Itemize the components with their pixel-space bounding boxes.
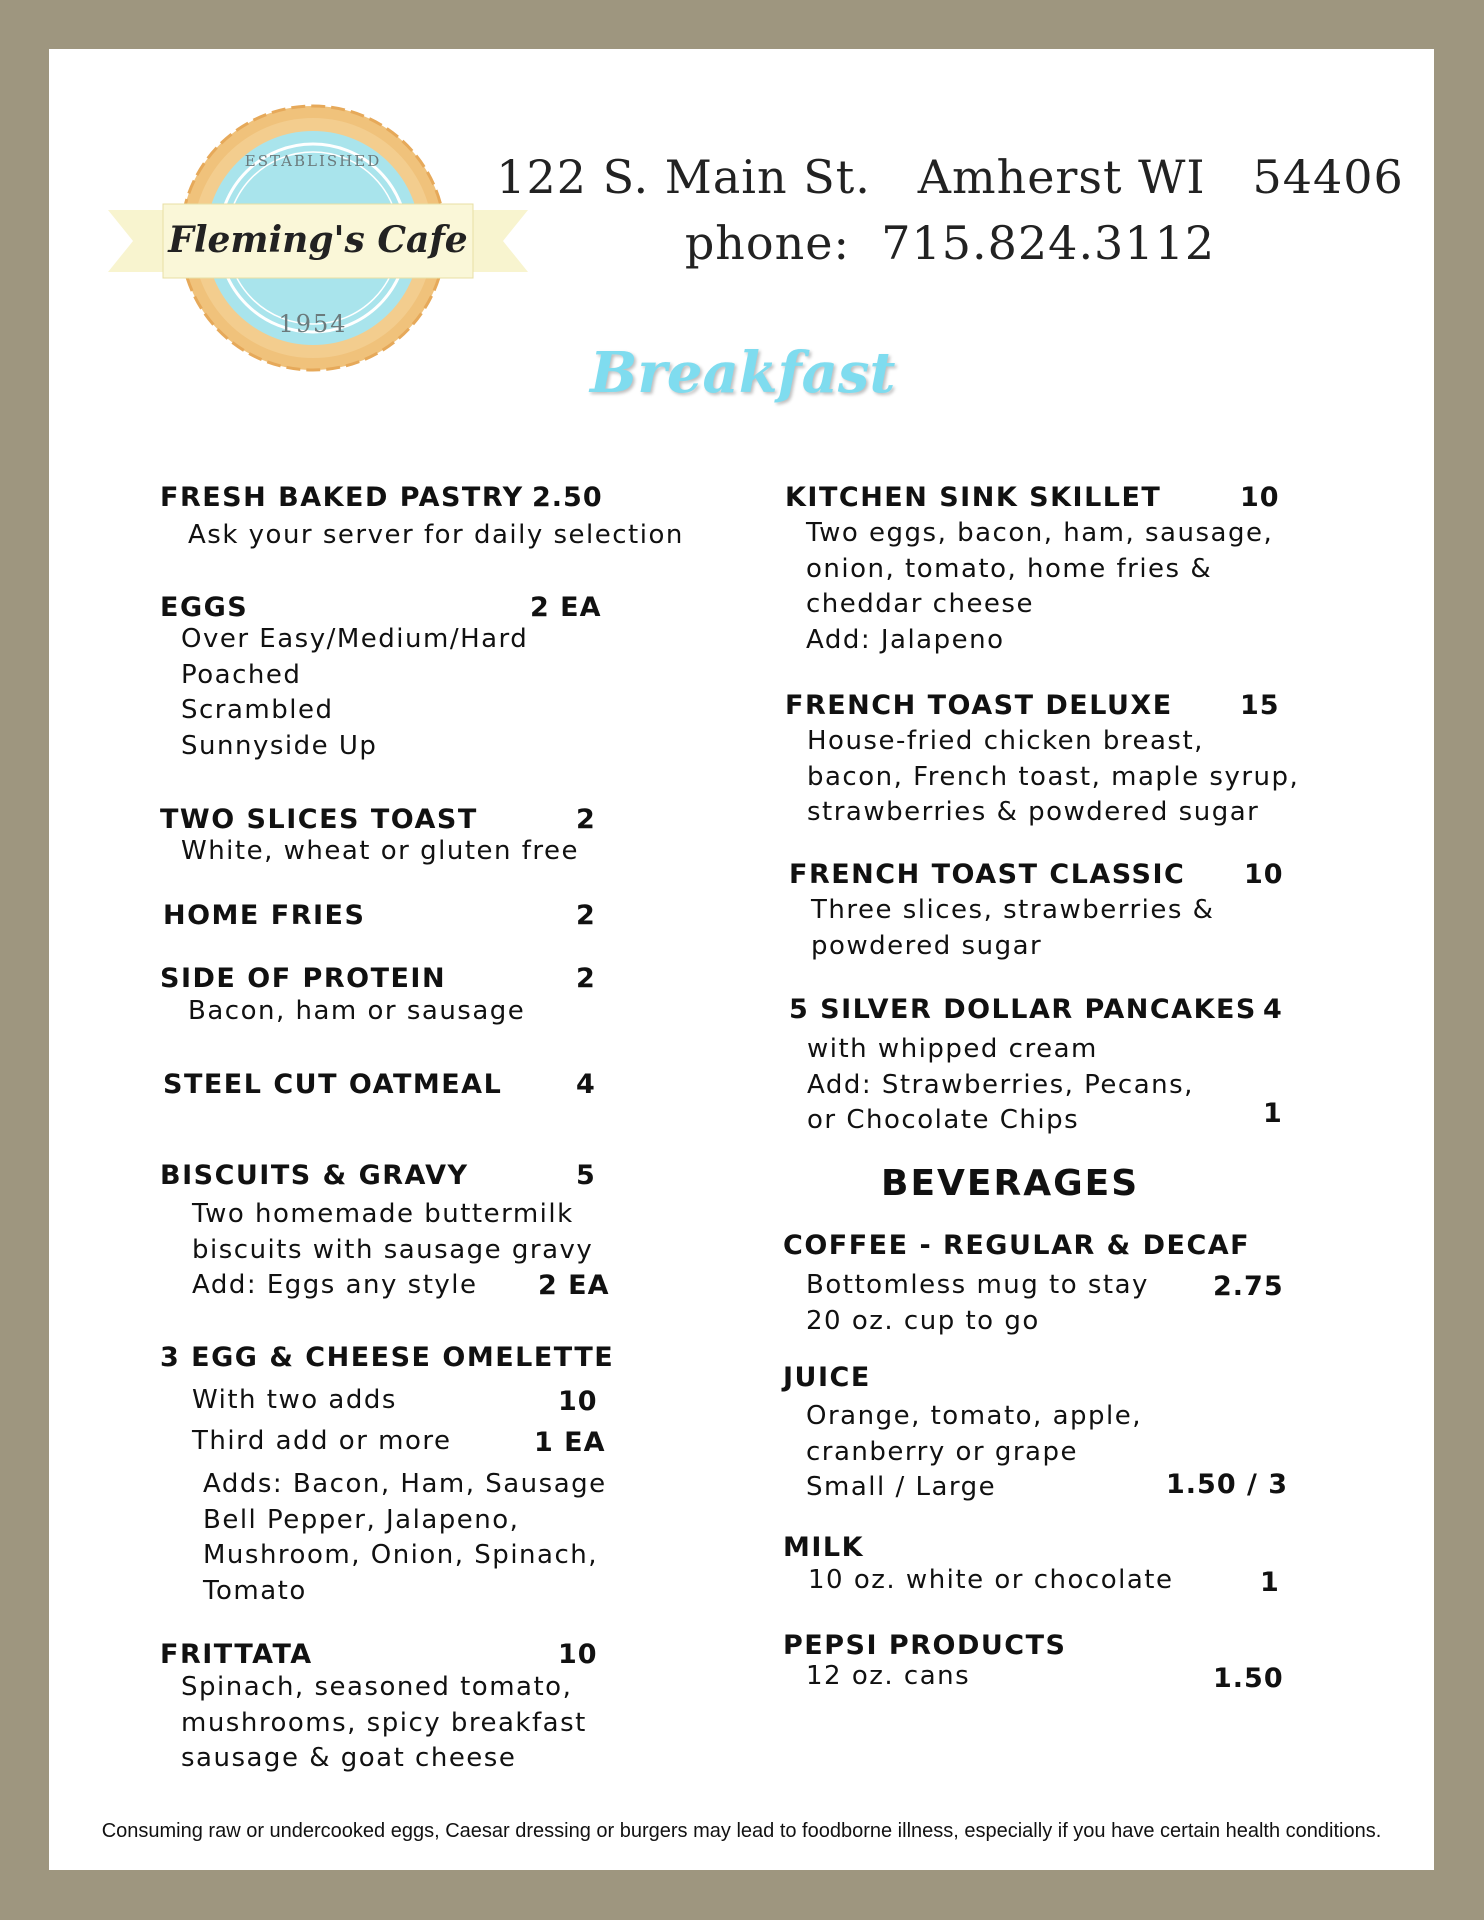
item-name: STEEL CUT OATMEAL <box>163 1069 503 1100</box>
item-description: Over Easy/Medium/Hard Poached Scrambled Sunnyside Up <box>181 624 529 761</box>
item-name: FRITTATA <box>160 1639 313 1670</box>
item-name: JUICE <box>783 1362 871 1393</box>
item-name: SIDE OF PROTEIN <box>160 963 447 994</box>
item-description: with whipped cream Add: Strawberries, Pecans, or Chocolate Chips <box>807 1034 1194 1135</box>
item-description: Bacon, ham or sausage <box>188 996 526 1026</box>
item-name: FRENCH TOAST CLASSIC <box>789 859 1186 890</box>
item-description: Ask your server for daily selection <box>188 520 684 550</box>
item-name: EGGS <box>160 592 249 623</box>
item-price: 1.50 <box>1213 1663 1284 1694</box>
item-price: 2.75 <box>1213 1271 1284 1302</box>
health-disclaimer: Consuming raw or undercooked eggs, Caesar dressing or burgers may lead to foodborne illness, especially if you have certain health conditions. <box>101 1820 1382 1842</box>
item-description: Three slices, strawberries & powdered sugar <box>811 895 1215 961</box>
item-name: MILK <box>783 1532 865 1563</box>
cafe-logo <box>108 100 528 380</box>
item-name: KITCHEN SINK SKILLET <box>785 482 1162 513</box>
item-name: BISCUITS & GRAVY <box>160 1160 469 1191</box>
item-description: Two eggs, bacon, ham, sausage, onion, tomato, home fries & cheddar cheese Add: Jalapeno <box>806 518 1274 655</box>
item-price: 1 EA <box>534 1427 606 1458</box>
item-description: House-fried chicken breast, bacon, French toast, maple syrup, strawberries & powdered sugar <box>807 726 1300 827</box>
section-heading-beverages: BEVERAGES <box>881 1163 1140 1204</box>
item-description: Bottomless mug to stay 20 oz. cup to go <box>806 1270 1149 1336</box>
item-price: 2.50 <box>532 482 603 513</box>
logo-established: ESTABLISHED <box>244 152 382 170</box>
item-price: 2 <box>576 963 596 994</box>
item-price: 10 <box>1240 482 1280 513</box>
item-price: 2 EA <box>530 592 602 623</box>
item-name: TWO SLICES TOAST <box>160 804 478 835</box>
item-price: 4 <box>576 1069 596 1100</box>
logo-year: 1954 <box>278 310 348 338</box>
item-price: 10 <box>558 1386 598 1417</box>
item-name: COFFEE - REGULAR & DECAF <box>783 1230 1251 1261</box>
add-price: 1 <box>1263 1098 1283 1129</box>
item-description: Two homemade buttermilk biscuits with sausage gravy Add: Eggs any style <box>192 1199 594 1300</box>
item-description: 10 oz. white or chocolate <box>808 1565 1174 1595</box>
item-description: White, wheat or gluten free <box>181 836 580 866</box>
item-name: 5 SILVER DOLLAR PANCAKES <box>789 994 1257 1025</box>
add-price: 2 EA <box>538 1270 610 1301</box>
item-price: 10 <box>1244 859 1284 890</box>
address-line: 122 S. Main St. Amherst WI 54406 <box>496 150 1404 204</box>
item-description: 12 oz. cans <box>806 1661 971 1691</box>
item-description: Third add or more <box>192 1426 452 1456</box>
item-name: HOME FRIES <box>163 900 366 931</box>
item-price: 10 <box>558 1639 598 1670</box>
item-price: 1.50 / 3 <box>1166 1469 1289 1500</box>
item-description: With two adds <box>192 1385 397 1415</box>
item-name: 3 EGG & CHEESE OMELETTE <box>160 1342 615 1373</box>
item-description: Adds: Bacon, Ham, Sausage Bell Pepper, Jalapeno, Mushroom, Onion, Spinach, Tomato <box>203 1469 607 1606</box>
item-price: 2 <box>576 900 596 931</box>
item-name: FRENCH TOAST DELUXE <box>785 690 1173 721</box>
item-description: Spinach, seasoned tomato, mushrooms, spicy breakfast sausage & goat cheese <box>181 1672 587 1773</box>
item-price: 1 <box>1260 1567 1280 1598</box>
logo-cafe-name: Fleming's Cafe <box>168 219 468 261</box>
phone-line: phone: 715.824.3112 <box>684 216 1216 270</box>
item-price: 2 <box>576 804 596 835</box>
item-price: 15 <box>1240 690 1280 721</box>
item-price: 5 <box>576 1160 596 1191</box>
item-name: FRESH BAKED PASTRY <box>160 482 524 513</box>
item-description: Orange, tomato, apple, cranberry or grape Small / Large <box>806 1401 1143 1502</box>
item-price: 4 <box>1263 994 1283 1025</box>
section-title-breakfast: Breakfast <box>590 340 896 406</box>
item-name: PEPSI PRODUCTS <box>783 1630 1067 1661</box>
